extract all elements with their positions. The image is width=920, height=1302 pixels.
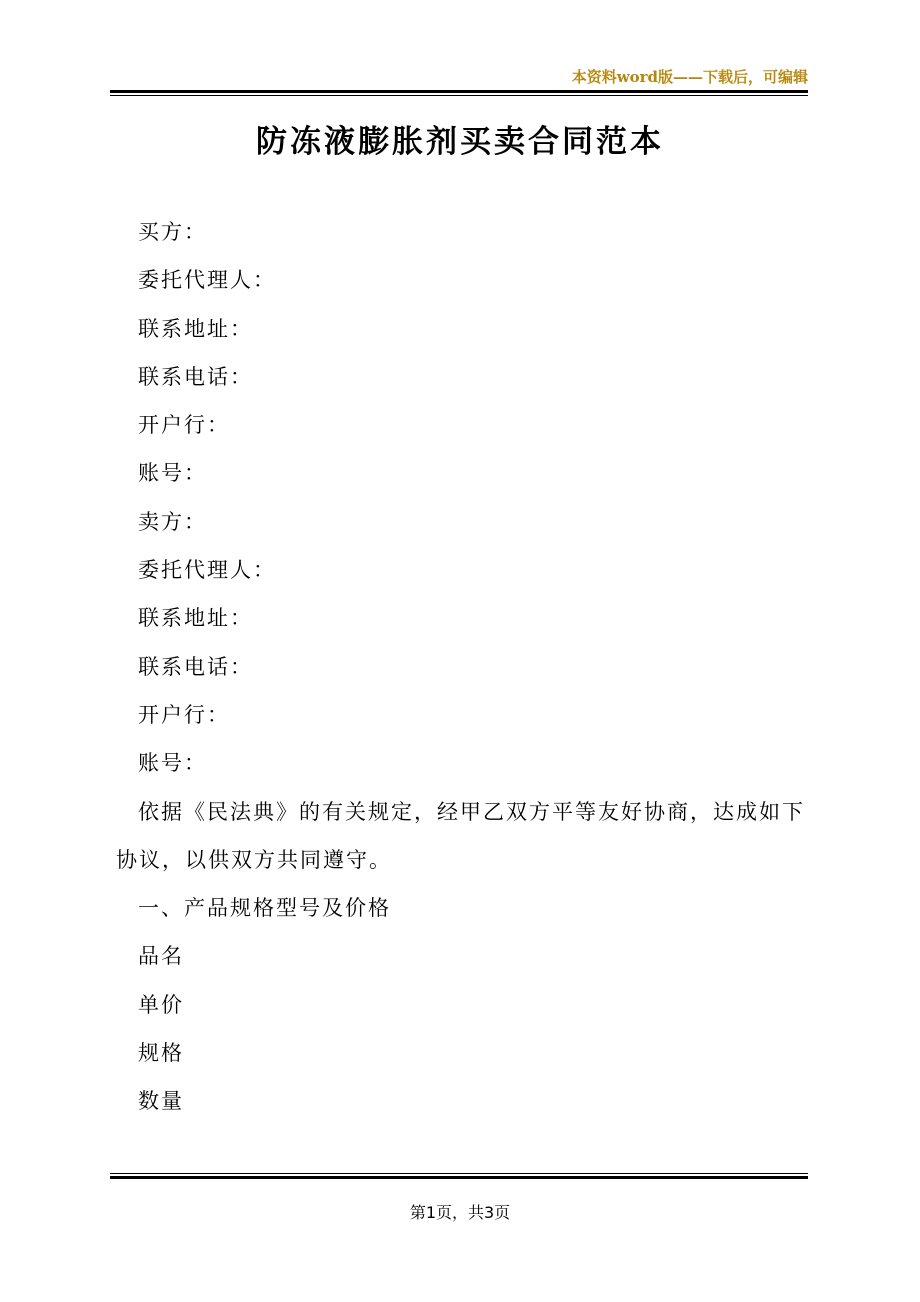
- page-number: 第1页，共3页: [409, 1203, 511, 1222]
- buyer-label: 买方：: [138, 220, 207, 244]
- field-unit-price: 单价: [138, 992, 184, 1017]
- document-body: [116, 214, 806, 1132]
- seller-bank-label: 开户行：: [138, 702, 230, 727]
- header-rule-thick: [110, 90, 808, 93]
- field-product-name: 品名: [138, 944, 184, 969]
- document-title: 防冻液膨胀剂买卖合同范本: [256, 124, 664, 160]
- seller-phone-label: 联系电话：: [138, 654, 253, 679]
- header-rule-thin: [110, 95, 808, 96]
- buyer-agent-label: 委托代理人：: [138, 268, 276, 293]
- buyer-account-label: 账号：: [138, 461, 207, 486]
- buyer-bank-label: 开户行：: [138, 413, 230, 438]
- seller-label: 卖方：: [138, 509, 207, 534]
- footer-rule-thick: [110, 1176, 808, 1179]
- seller-address-label: 联系地址：: [138, 606, 253, 631]
- buyer-phone-label: 联系电话：: [138, 364, 253, 389]
- section-heading-product-spec: 一、产品规格型号及价格: [138, 896, 391, 921]
- footer-rule-thin: [110, 1173, 808, 1174]
- header-note: 本资料word版——下载后，可编辑: [571, 68, 808, 86]
- agreement-paragraph-line-2: 协议，以供双方共同遵守。: [116, 847, 392, 872]
- agreement-paragraph-line-1: 依据《民法典》的有关规定，经甲乙双方平等友好协商，达成如下: [138, 799, 805, 824]
- field-quantity: 数量: [138, 1089, 184, 1114]
- field-specification: 规格: [138, 1041, 184, 1066]
- buyer-address-label: 联系地址：: [138, 316, 253, 341]
- seller-account-label: 账号：: [138, 751, 207, 776]
- seller-agent-label: 委托代理人：: [138, 558, 276, 583]
